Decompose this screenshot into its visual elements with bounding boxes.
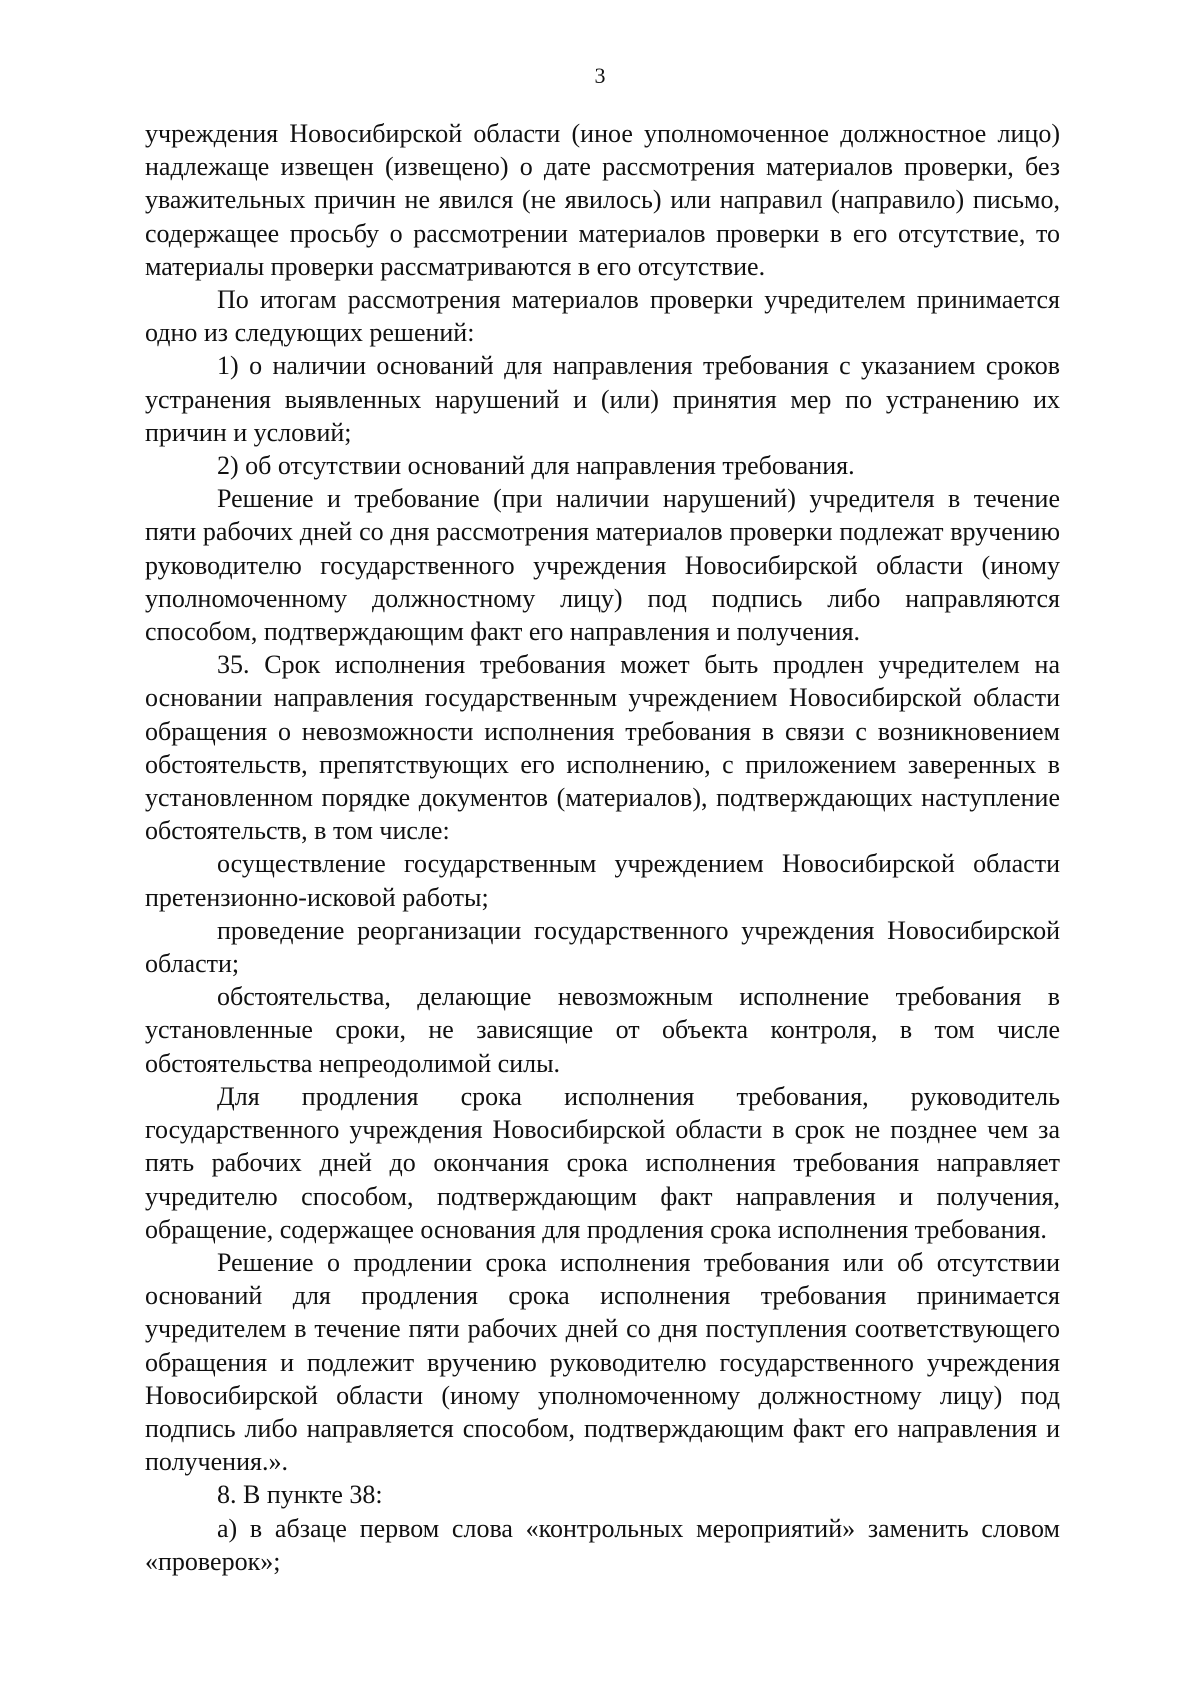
page-number: 3 [594,63,606,88]
paragraph-item-35: 35. Срок исполнения требования может быть продлен учредителем на основании направления государственным учреждением Новосибирской области обращения о невозможности исполнения требования в связи с возникновением обстоятельств, препятствующих его исполнению, с приложением заверенных в установленном порядке документов (материалов), подтверждающих наступление обстоятельств, в том числе: [145,650,1060,846]
paragraph-extension-request: Для продления срока исполнения требования, руководитель государственного учреждения Новосибирской области в срок не позднее чем за пять рабочих дней до окончания срока исполнения требования направляет учредителю способом, подтверждающим факт направления и получения, обращение, содержащее основания для продления срока исполнения требования. [145,1081,1060,1244]
document-body [145,117,1060,1578]
paragraph-extension-decision: Решение о продлении срока исполнения требования или об отсутствии оснований для продления срока исполнения требования принимается учредителем в течение пяти рабочих дней со дня поступления соответствующего обращения и подлежит вручению руководителю государственного учреждения Новосибирской области (иному уполномоченному должностному лицу) под подпись либо направляется способом, подтверждающим факт его направления и получения.». [145,1247,1060,1477]
paragraph-decisions-intro: По итогам рассмотрения материалов проверки учредителем принимается одно из следующих решений: [145,285,1060,348]
paragraph-item-8a: а) в абзаце первом слова «контрольных мероприятий» заменить словом «проверок»; [145,1513,1060,1576]
paragraph-decision-1: 1) о наличии оснований для направления требования с указанием сроков устранения выявленных нарушений и (или) принятия мер по устранению их причин и условий; [145,351,1060,447]
paragraph-circumstance-3: обстоятельства, делающие невозможным исполнение требования в установленные сроки, не зависящие от объекта контроля, в том числе обстоятельства непреодолимой силы. [145,982,1060,1078]
paragraph-continuation: учреждения Новосибирской области (иное уполномоченное должностное лицо) надлежаще извещен (извещено) о дате рассмотрения материалов проверки, без уважительных причин не явился (не явилось) или направил (направило) письмо, содержащее просьбу о рассмотрении материалов проверки в его отсутствие, то материалы проверки рассматриваются в его отсутствие. [145,119,1060,281]
paragraph-circumstance-2: проведение реорганизации государственного учреждения Новосибирской области; [145,915,1060,979]
paragraph-item-8: 8. В пункте 38: [217,1480,383,1510]
paragraph-decision-delivery: Решение и требование (при наличии нарушений) учредителя в течение пяти рабочих дней со дня рассмотрения материалов проверки подлежат вручению руководителю государственного учреждения Новосибирской области (иному уполномоченному должностному лицу) под подпись либо направляются способом, подтверждающим факт его направления и получения. [145,484,1060,647]
paragraph-circumstance-1: осуществление государственным учреждением Новосибирской области претензионно-исковой работы; [145,849,1060,912]
paragraph-decision-2: 2) об отсутствии оснований для направления требования. [217,451,855,481]
